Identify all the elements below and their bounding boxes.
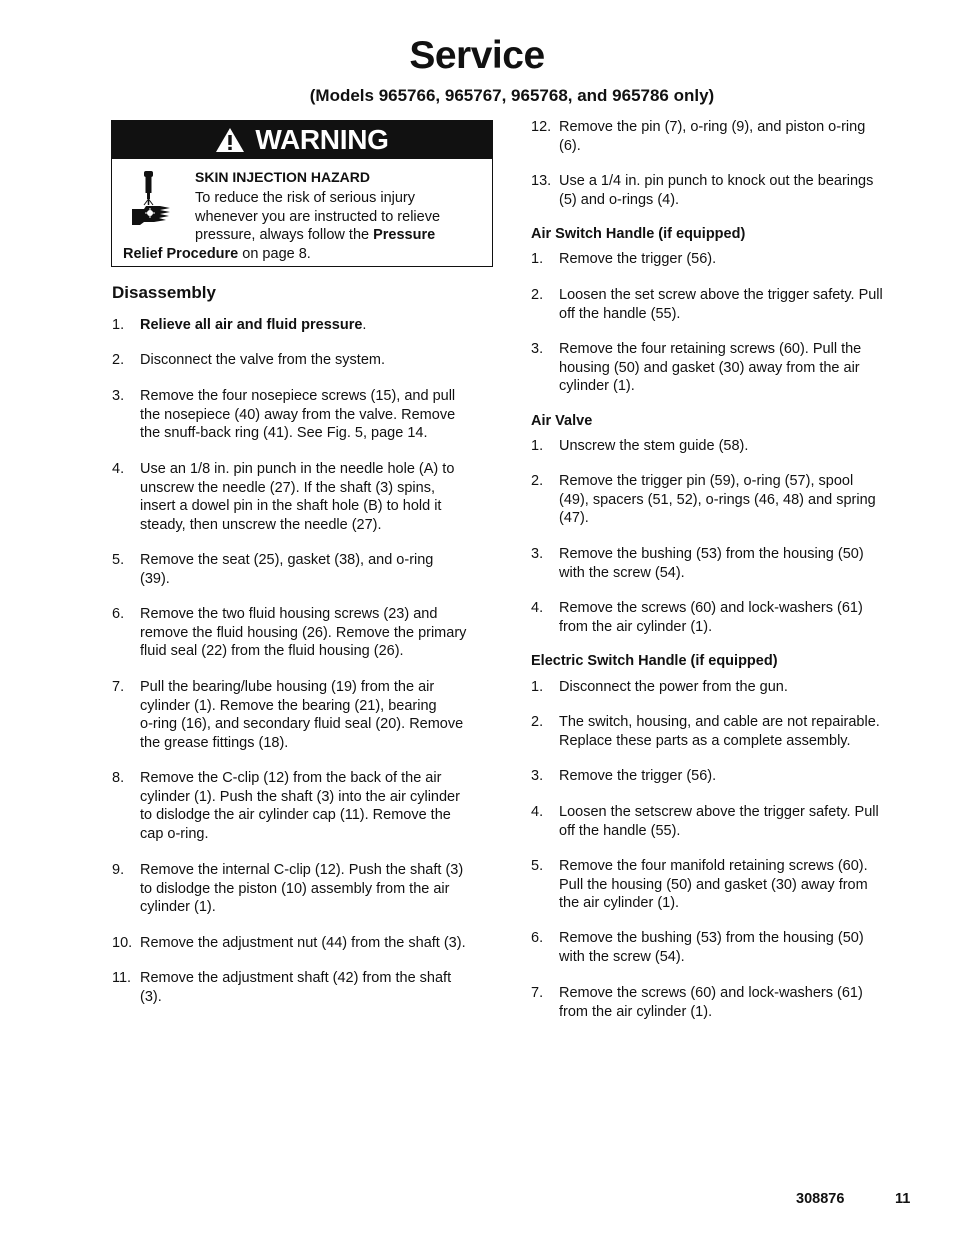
list-item-line: to dislodge the piston (10) assembly from the air [140, 880, 450, 897]
list-item-line: the air cylinder (1). [559, 895, 680, 912]
list-item-line: cylinder (1). [140, 899, 216, 916]
air-valve-heading: Air Valve [531, 413, 593, 429]
list-item-line: Remove the C-clip (12) from the back of the air [140, 770, 442, 786]
list-item-line: steady, then unscrew the needle (27). [140, 517, 382, 534]
list-item-number: 1. [531, 438, 544, 454]
list-item-text [559, 678, 914, 697]
list-item-line: with the screw (54). [559, 948, 685, 965]
document-number: 308876 [796, 1191, 845, 1207]
list-item-line: fluid seal (22) from the fluid housing (26). [140, 643, 404, 660]
page-subtitle: (Models 965766, 965767, 965768, and 965786 only) [309, 86, 715, 105]
list-item-line: Unscrew the stem guide (58). [559, 438, 749, 454]
list-item-line: (39). [140, 570, 170, 587]
list-item-number: 3. [112, 388, 125, 404]
list-item-text [559, 340, 914, 396]
list-item-line: Loosen the set screw above the trigger safety. Pull [559, 287, 883, 303]
list-item-text [559, 713, 914, 750]
list-item-line: cylinder (1). Remove the bearing (21), bearing [140, 697, 437, 714]
list-item-line: Replace these parts as a complete assembly. [559, 732, 851, 749]
list-item-line: (6). [559, 137, 581, 154]
list-item-line: Remove the trigger pin (59), o-ring (57), spool [559, 473, 854, 489]
warning-label: WARNING [255, 124, 389, 155]
list-item-text [559, 437, 914, 456]
list-item-line: housing (50) and gasket (30) away from the air [559, 359, 860, 376]
list-item-line: from the air cylinder (1). [559, 618, 713, 635]
list-item-number: 7. [112, 679, 125, 695]
list-item-line: Remove the adjustment shaft (42) from the shaft [140, 970, 452, 986]
list-item-text [559, 472, 914, 528]
list-item-text [140, 387, 497, 443]
list-item-line: Remove the bushing (53) from the housing (50) [559, 546, 864, 562]
list-item-number: 6. [531, 930, 544, 946]
list-item-line: Remove the four manifold retaining screws (60). [559, 858, 868, 874]
list-item-number: 5. [112, 552, 125, 568]
list-item-text [140, 934, 497, 953]
list-item-line: cap o-ring. [140, 826, 209, 843]
list-item-line: off the handle (55). [559, 822, 681, 839]
list-item-line: cylinder (1). [559, 378, 635, 395]
list-item-line: (3). [140, 988, 162, 1005]
list-item-text [140, 861, 497, 917]
list-item-line: Use an 1/8 in. pin punch in the needle hole (A) to [140, 461, 455, 477]
list-item-number: 3. [531, 768, 544, 784]
list-item-line: Pull the housing (50) and gasket (30) away from [559, 876, 868, 893]
list-item-line: unscrew the needle (27). If the shaft (3) spins, [140, 479, 435, 496]
hazard-text [123, 189, 468, 263]
list-item-number: 6. [112, 606, 125, 622]
list-item-number: 11. [112, 970, 132, 986]
electric-switch-handle-heading: Electric Switch Handle (if equipped) [531, 653, 778, 669]
list-item-line: Remove the screws (60) and lock-washers (61) [559, 985, 863, 1001]
list-item-number: 9. [112, 862, 125, 878]
list-item-line: The switch, housing, and cable are not repairable. [559, 714, 880, 730]
air-switch-handle-heading: Air Switch Handle (if equipped) [531, 226, 746, 242]
list-item-line: Remove the two fluid housing screws (23) and [140, 606, 438, 622]
list-item-number: 8. [112, 770, 125, 786]
hazard-title: SKIN INJECTION HAZARD [195, 169, 371, 185]
list-item-line: Disconnect the power from the gun. [559, 679, 788, 695]
list-item-text [559, 767, 914, 786]
list-item-number: 1. [531, 251, 544, 267]
list-item-text [140, 605, 497, 661]
list-item-line: to dislodge the air cylinder cap (11). Remove the [140, 807, 451, 824]
hazard-line-1: To reduce the risk of serious injury [195, 190, 416, 206]
warning-box [111, 120, 493, 267]
list-item-text [140, 969, 497, 1006]
list-item-line: Remove the internal C-clip (12). Push the shaft (3) [140, 862, 464, 878]
list-item-line: the nosepiece (40) away from the valve. Remove [140, 406, 456, 423]
list-item-line: Remove the trigger (56). [559, 768, 717, 784]
hazard-line-4: Relief Procedure on page 8. [123, 245, 311, 262]
list-item-text [559, 984, 914, 1021]
list-item-number: 5. [531, 858, 544, 874]
list-item-number: 10. [112, 935, 133, 951]
list-item-line: (5) and o-rings (4). [559, 191, 680, 208]
list-item-number: 3. [531, 341, 544, 357]
hazard-line-3: pressure, always follow the Pressure [195, 227, 436, 243]
list-item-number: 1. [531, 679, 544, 695]
list-item-line: remove the fluid housing (26). Remove the primary [140, 624, 467, 641]
list-item-text [559, 118, 914, 155]
list-item-text [140, 460, 497, 535]
list-item-line: (47). [559, 510, 589, 527]
list-item-line: the grease fittings (18). [140, 735, 289, 752]
list-item-line: with the screw (54). [559, 564, 685, 581]
page-number: 11 [895, 1191, 911, 1207]
page-title: Service [409, 34, 545, 77]
list-item-line: insert a dowel pin in the shaft hole (B) to hold it [140, 498, 442, 515]
list-item-text [559, 857, 914, 913]
list-item-text [559, 286, 914, 323]
list-item-number: 12. [531, 119, 552, 135]
list-item-line: off the handle (55). [559, 305, 681, 322]
list-item-number: 4. [112, 461, 125, 477]
list-item-text [140, 769, 497, 844]
list-item-line: Remove the screws (60) and lock-washers (61) [559, 600, 863, 616]
list-item-line: from the air cylinder (1). [559, 1003, 713, 1020]
list-item-text [559, 172, 914, 209]
list-item-line: Remove the four retaining screws (60). Pull the [559, 341, 862, 357]
list-item-text [140, 551, 497, 588]
list-item-number: 4. [531, 600, 544, 616]
list-item-line: (49), spacers (51, 52), o-rings (46, 48) and spring [559, 491, 876, 508]
list-item-text [140, 678, 497, 753]
warning-header [112, 121, 492, 159]
list-item-line: Use a 1/4 in. pin punch to knock out the bearings [559, 173, 874, 189]
warning-triangle-icon [215, 127, 245, 153]
hazard-line-2: whenever you are instructed to relieve [195, 208, 441, 225]
list-item-line: o-ring (16), and secondary fluid seal (20). Remove [140, 716, 464, 733]
list-item-number: 3. [531, 546, 544, 562]
list-item-number: 2. [531, 287, 544, 303]
list-item-number: 13. [531, 173, 552, 189]
disassembly-heading: Disassembly [112, 283, 216, 302]
list-item-line: Remove the four nosepiece screws (15), and pull [140, 388, 456, 404]
list-item-line: Remove the bushing (53) from the housing (50) [559, 930, 864, 946]
list-item-line: Remove the pin (7), o-ring (9), and piston o-ring [559, 119, 866, 135]
list-item-text [559, 803, 914, 840]
list-item-line: Pull the bearing/lube housing (19) from the air [140, 679, 435, 695]
list-item-text [559, 929, 914, 966]
list-item-number: 4. [531, 804, 544, 820]
list-item-line: Loosen the setscrew above the trigger safety. Pull [559, 804, 879, 820]
list-item-text [559, 599, 914, 636]
list-item-line: Remove the adjustment nut (44) from the shaft (3). [140, 935, 466, 951]
list-item-text [559, 545, 914, 582]
list-item-line: cylinder (1). Push the shaft (3) into the air cylinder [140, 788, 460, 805]
list-item-number: 2. [531, 714, 544, 730]
list-item-line: Remove the seat (25), gasket (38), and o-ring [140, 552, 434, 568]
list-item-text [559, 250, 914, 269]
list-item-line: the snuff-back ring (41). See Fig. 5, page 14. [140, 425, 428, 442]
list-item-line: Remove the trigger (56). [559, 251, 717, 267]
list-item-number: 7. [531, 985, 544, 1001]
list-item-number: 2. [531, 473, 544, 489]
